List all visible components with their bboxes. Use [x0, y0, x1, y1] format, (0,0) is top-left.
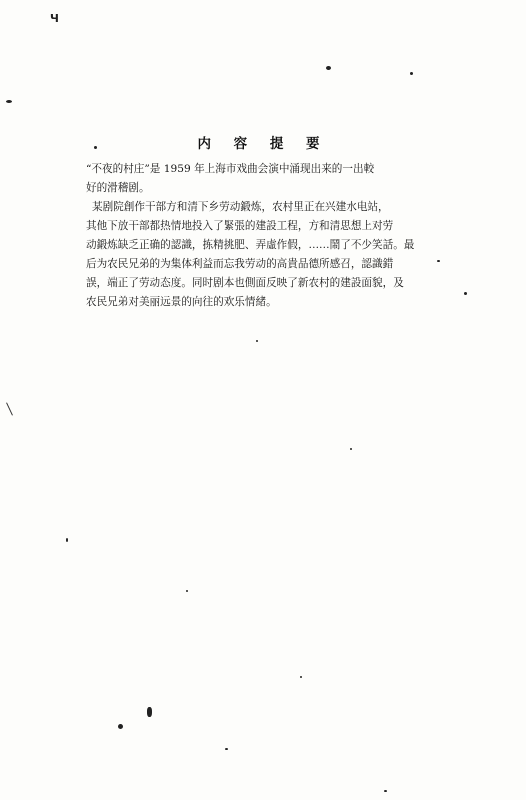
scan-scratch [6, 402, 13, 415]
text-line: 某剧院創作干部方和清下乡劳动鍛炼，农村里正在兴建水电站， [92, 201, 389, 213]
scan-speck [147, 707, 152, 717]
paragraph-plot [86, 198, 442, 312]
scan-speck [118, 724, 123, 729]
text-line: 动鍛炼缺乏正确的認識，拣精挑肥、弄虛作假，……鬧了不少笑話。最 [86, 239, 415, 251]
scan-speck [66, 538, 68, 542]
paragraph-intro [86, 160, 442, 198]
text-line: 其他下放干部都热情地投入了緊張的建設工程，方和清思想上对劳 [86, 220, 394, 232]
text-line: 好的滑稽剧。 [86, 182, 150, 194]
scan-speck [384, 790, 387, 792]
scan-speck [437, 260, 440, 262]
text-line: 后为农民兄弟的为集体利益而忘我劳动的高貴品德所感召，認識錯 [86, 258, 394, 270]
scan-speck [326, 66, 331, 70]
text-line: 农民兄弟对美丽远景的向往的欢乐情緒。 [86, 296, 277, 308]
scan-speck [6, 100, 12, 103]
text-line: 誤，端正了劳动态度。同时剧本也側面反映了新农村的建設面貌，及 [86, 277, 404, 289]
scan-speck [94, 146, 97, 149]
summary-body [86, 160, 442, 312]
scan-speck [225, 748, 228, 750]
scan-speck [410, 72, 413, 75]
scan-speck [464, 292, 467, 295]
scan-speck [350, 448, 352, 450]
text-line: “不夜的村庄”是 1959 年上海市戏曲会演中涌现出来的一出較 [86, 163, 375, 175]
scan-speck [186, 590, 188, 592]
scan-speck [256, 340, 258, 342]
scan-speck [300, 676, 302, 678]
corner-mark: Ч [50, 12, 59, 25]
page-title: 内 容 提 要 [197, 136, 329, 152]
